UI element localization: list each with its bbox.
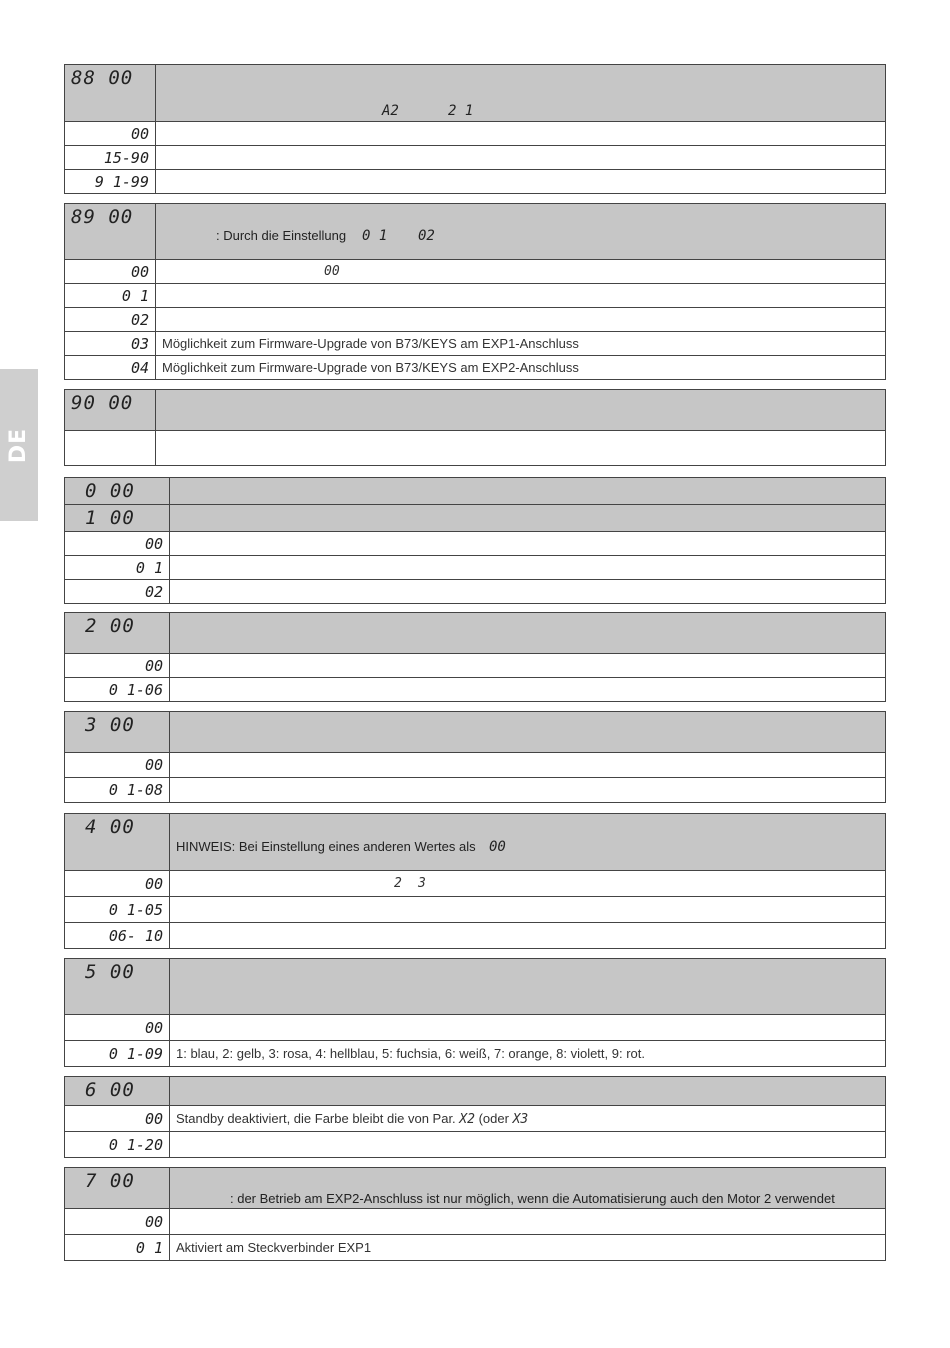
option-desc bbox=[170, 871, 886, 897]
header-value: A2 bbox=[382, 103, 399, 119]
language-tab bbox=[0, 369, 38, 521]
option-code: 00 bbox=[65, 871, 170, 897]
option-code bbox=[65, 431, 156, 466]
param-table-4 bbox=[64, 813, 886, 949]
param-code: 5 00 bbox=[65, 959, 170, 1015]
param-code: 0 00 bbox=[65, 478, 170, 505]
option-code: 06- 10 bbox=[65, 923, 170, 949]
inline-value: X2 bbox=[459, 1111, 475, 1127]
header-note: : der Betrieb am EXP2-Anschluss ist nur möglich, wenn die Automatisierung auch den Motor 2 verwendet bbox=[230, 1191, 835, 1206]
option-desc bbox=[156, 260, 886, 284]
param-table-88 bbox=[64, 64, 886, 194]
option-desc bbox=[170, 1106, 886, 1132]
option-desc bbox=[156, 122, 886, 146]
param-table-7 bbox=[64, 1167, 886, 1261]
option-code: 00 bbox=[65, 753, 170, 778]
option-text: Standby deaktiviert, die Farbe bleibt die von Par. bbox=[176, 1110, 456, 1126]
header-value: 02 bbox=[418, 228, 435, 244]
option-code: 0 1-09 bbox=[65, 1041, 170, 1067]
option-desc: 1: blau, 2: gelb, 3: rosa, 4: hellblau, 5: fuchsia, 6: weiß, 7: orange, 8: violett, 9: rot. bbox=[170, 1041, 886, 1067]
option-code: 03 bbox=[65, 332, 156, 356]
option-text: (oder bbox=[478, 1110, 509, 1126]
option-desc bbox=[170, 1209, 886, 1235]
option-code: 04 bbox=[65, 356, 156, 380]
inline-value: 2 bbox=[394, 876, 402, 891]
inline-value: 3 bbox=[418, 876, 426, 891]
header-value: 0 1 bbox=[362, 228, 388, 244]
option-desc bbox=[156, 146, 886, 170]
option-desc bbox=[170, 654, 886, 678]
option-desc bbox=[170, 778, 886, 803]
param-header-desc bbox=[156, 204, 886, 260]
option-desc bbox=[170, 580, 886, 604]
param-table-2 bbox=[64, 612, 886, 702]
option-code: 00 bbox=[65, 532, 170, 556]
param-code: 1 00 bbox=[65, 505, 170, 532]
option-code: 00 bbox=[65, 1106, 170, 1132]
inline-value: 00 bbox=[324, 264, 340, 279]
option-desc bbox=[156, 284, 886, 308]
option-desc bbox=[170, 1132, 886, 1158]
param-code: 90 00 bbox=[65, 390, 156, 431]
option-desc bbox=[170, 897, 886, 923]
option-code: 0 1 bbox=[65, 284, 156, 308]
param-header-desc bbox=[170, 959, 886, 1015]
param-table-90 bbox=[64, 389, 886, 466]
option-code: 15-90 bbox=[65, 146, 156, 170]
option-code: 00 bbox=[65, 260, 156, 284]
param-code: 7 00 bbox=[65, 1168, 170, 1209]
option-desc bbox=[156, 308, 886, 332]
param-code: 2 00 bbox=[65, 613, 170, 654]
option-desc bbox=[170, 532, 886, 556]
option-code: 02 bbox=[65, 308, 156, 332]
option-desc: Aktiviert am Steckverbinder EXP1 bbox=[170, 1235, 886, 1261]
option-desc: Möglichkeit zum Firmware-Upgrade von B73/KEYS am EXP1-Anschluss bbox=[156, 332, 886, 356]
param-header-desc bbox=[170, 814, 886, 871]
inline-value: X3 bbox=[512, 1111, 529, 1127]
option-desc bbox=[156, 431, 886, 466]
param-table-0-1 bbox=[64, 477, 886, 604]
option-code: 0 1-08 bbox=[65, 778, 170, 803]
option-desc bbox=[156, 170, 886, 194]
param-table-89 bbox=[64, 203, 886, 380]
header-value: 00 bbox=[489, 839, 506, 855]
option-desc bbox=[170, 678, 886, 702]
param-code: 88 00 bbox=[65, 65, 156, 122]
param-header-desc bbox=[170, 1077, 886, 1106]
param-header-desc bbox=[170, 613, 886, 654]
header-note: HINWEIS: Bei Einstellung eines anderen Wertes als bbox=[176, 839, 476, 854]
option-code: 0 1-05 bbox=[65, 897, 170, 923]
option-code: 0 1 bbox=[65, 556, 170, 580]
option-desc bbox=[170, 1015, 886, 1041]
option-code: 9 1-99 bbox=[65, 170, 156, 194]
option-code: 00 bbox=[65, 1015, 170, 1041]
option-code: 0 1-20 bbox=[65, 1132, 170, 1158]
param-header-desc bbox=[170, 478, 886, 505]
param-code: 3 00 bbox=[65, 712, 170, 753]
option-code: 02 bbox=[65, 580, 170, 604]
header-note: : Durch die Einstellung bbox=[216, 228, 347, 243]
param-header-desc bbox=[170, 1168, 886, 1209]
option-code: 00 bbox=[65, 1209, 170, 1235]
param-table-3 bbox=[64, 711, 886, 803]
param-code: 89 00 bbox=[65, 204, 156, 260]
option-code: 00 bbox=[65, 122, 156, 146]
header-value: 2 1 bbox=[448, 103, 474, 119]
option-code: 0 1 bbox=[65, 1235, 170, 1261]
param-header-desc bbox=[170, 712, 886, 753]
param-code: 6 00 bbox=[65, 1077, 170, 1106]
option-desc: Möglichkeit zum Firmware-Upgrade von B73/KEYS am EXP2-Anschluss bbox=[156, 356, 886, 380]
language-tab-label: DE bbox=[6, 427, 32, 463]
option-desc bbox=[170, 556, 886, 580]
param-table-5 bbox=[64, 958, 886, 1067]
param-header-desc bbox=[156, 390, 886, 431]
param-header-desc bbox=[156, 65, 886, 122]
param-table-6 bbox=[64, 1076, 886, 1158]
param-code: 4 00 bbox=[65, 814, 170, 871]
param-header-desc bbox=[170, 505, 886, 532]
option-desc bbox=[170, 753, 886, 778]
option-code: 0 1-06 bbox=[65, 678, 170, 702]
option-desc bbox=[170, 923, 886, 949]
option-code: 00 bbox=[65, 654, 170, 678]
